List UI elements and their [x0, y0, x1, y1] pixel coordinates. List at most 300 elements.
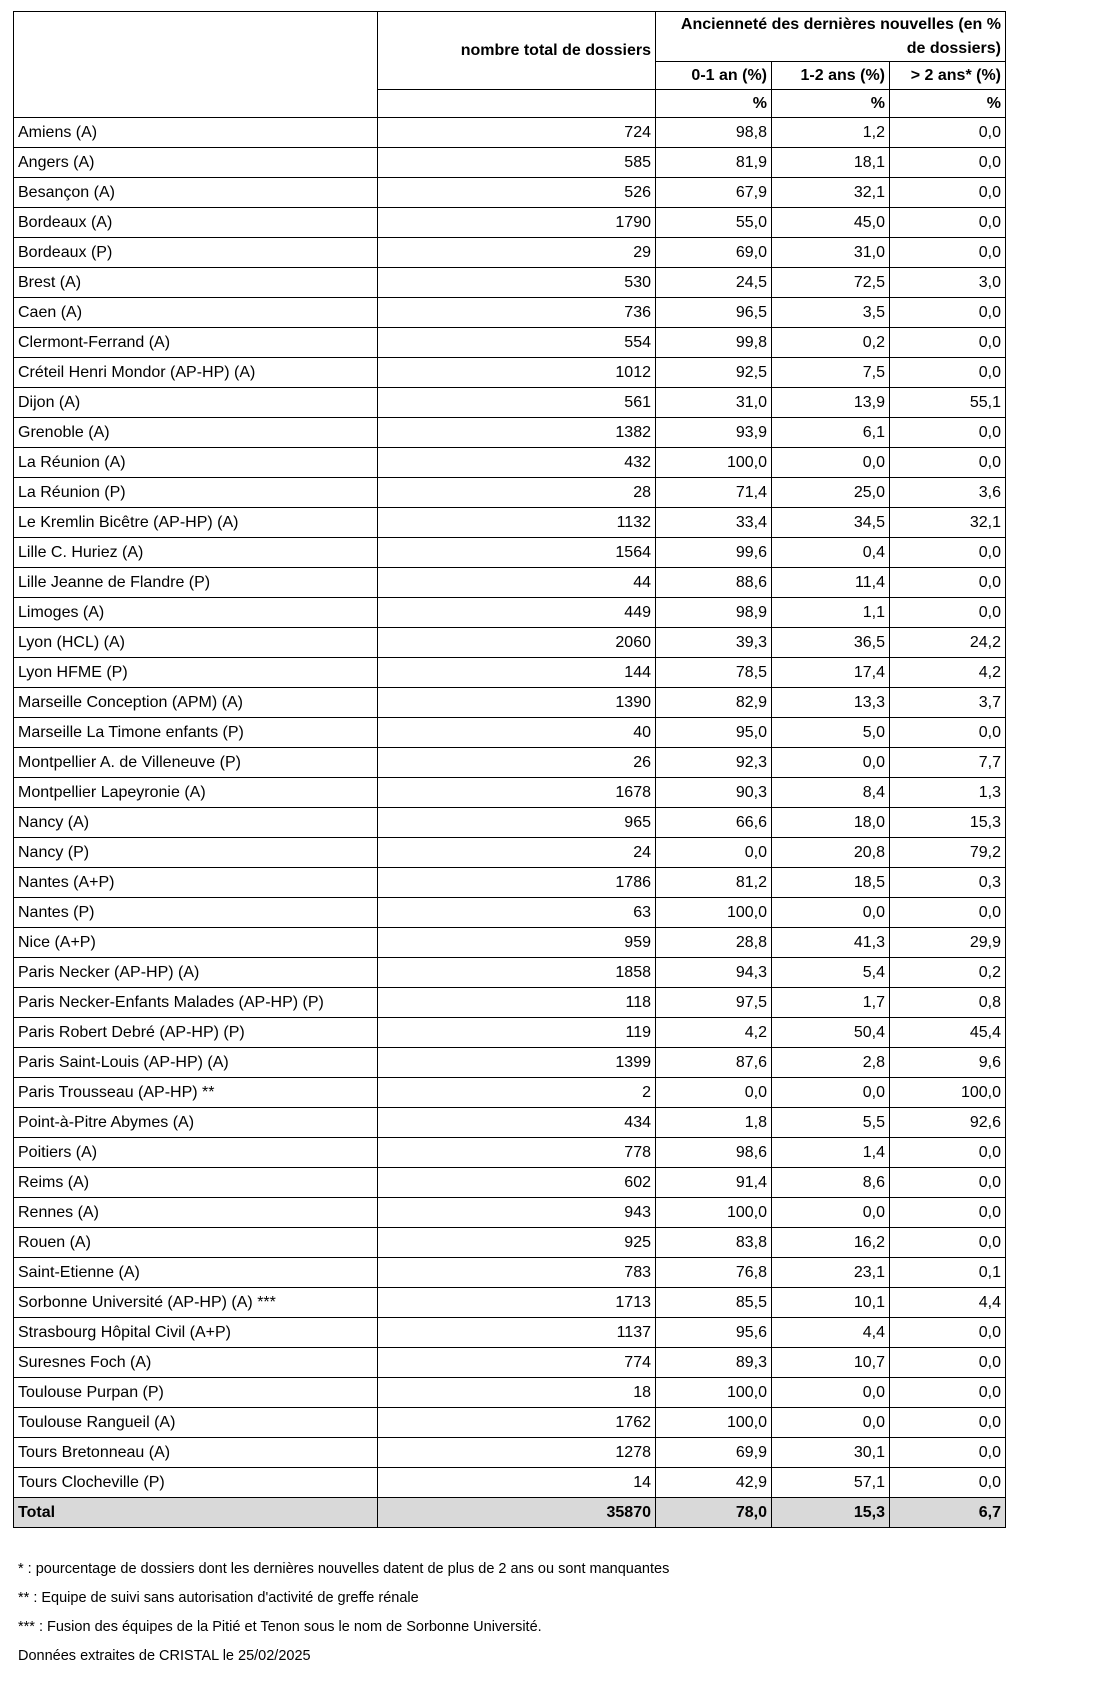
center-name: Toulouse Rangueil (A) — [14, 1408, 378, 1438]
pct-gt2: 0,0 — [890, 1438, 1006, 1468]
total-dossiers: 1399 — [378, 1048, 656, 1078]
pct-gt2: 29,9 — [890, 928, 1006, 958]
pct-1-2: 1,1 — [772, 598, 890, 628]
total-dossiers: 724 — [378, 118, 656, 148]
data-source-note: Données extraites de CRISTAL le 25/02/2025 — [18, 1648, 311, 1664]
center-name: Nancy (A) — [14, 808, 378, 838]
center-name: Nancy (P) — [14, 838, 378, 868]
pct-1-2: 1,4 — [772, 1138, 890, 1168]
table-body — [14, 118, 1006, 1498]
pct-0-1: 99,8 — [656, 328, 772, 358]
center-name: Clermont-Ferrand (A) — [14, 328, 378, 358]
pct-0-1: 39,3 — [656, 628, 772, 658]
pct-1-2: 32,1 — [772, 178, 890, 208]
header-anciennete: Ancienneté des dernières nouvelles (en % de dossiers) — [656, 12, 1006, 62]
center-name: Sorbonne Université (AP-HP) (A) *** — [14, 1288, 378, 1318]
pct-0-1: 24,5 — [656, 268, 772, 298]
pct-0-1: 28,8 — [656, 928, 772, 958]
table-row — [14, 508, 1006, 538]
pct-0-1: 100,0 — [656, 1378, 772, 1408]
table-row — [14, 1048, 1006, 1078]
center-name: Le Kremlin Bicêtre (AP-HP) (A) — [14, 508, 378, 538]
total-dossiers: 1132 — [378, 508, 656, 538]
pct-gt2: 92,6 — [890, 1108, 1006, 1138]
pct-1-2: 25,0 — [772, 478, 890, 508]
pct-gt2: 0,0 — [890, 718, 1006, 748]
pct-gt2: 0,0 — [890, 568, 1006, 598]
pct-gt2: 0,0 — [890, 1408, 1006, 1438]
pct-gt2: 1,3 — [890, 778, 1006, 808]
table-row — [14, 1258, 1006, 1288]
center-name: Marseille La Timone enfants (P) — [14, 718, 378, 748]
table-row — [14, 628, 1006, 658]
pct-gt2: 0,0 — [890, 898, 1006, 928]
center-name: Nantes (P) — [14, 898, 378, 928]
pct-0-1: 69,9 — [656, 1438, 772, 1468]
pct-0-1: 98,9 — [656, 598, 772, 628]
pct-0-1: 71,4 — [656, 478, 772, 508]
pct-gt2: 79,2 — [890, 838, 1006, 868]
pct-1-2: 1,2 — [772, 118, 890, 148]
table-row — [14, 1078, 1006, 1108]
table-row — [14, 958, 1006, 988]
total-dossiers: 63 — [378, 898, 656, 928]
center-name: Marseille Conception (APM) (A) — [14, 688, 378, 718]
total-p2-value: 6,7 — [890, 1498, 1006, 1528]
pct-1-2: 3,5 — [772, 298, 890, 328]
center-name: Brest (A) — [14, 268, 378, 298]
center-name: Lille Jeanne de Flandre (P) — [14, 568, 378, 598]
pct-1-2: 13,9 — [772, 388, 890, 418]
table-row — [14, 658, 1006, 688]
pct-gt2: 4,4 — [890, 1288, 1006, 1318]
pct-gt2: 0,0 — [890, 1138, 1006, 1168]
pct-1-2: 0,0 — [772, 448, 890, 478]
center-name: Toulouse Purpan (P) — [14, 1378, 378, 1408]
pct-1-2: 13,3 — [772, 688, 890, 718]
center-name: Tours Bretonneau (A) — [14, 1438, 378, 1468]
pct-1-2: 34,5 — [772, 508, 890, 538]
pct-gt2: 7,7 — [890, 748, 1006, 778]
pct-0-1: 89,3 — [656, 1348, 772, 1378]
center-name: Paris Robert Debré (AP-HP) (P) — [14, 1018, 378, 1048]
pct-0-1: 95,0 — [656, 718, 772, 748]
table-row — [14, 778, 1006, 808]
total-dossiers: 1858 — [378, 958, 656, 988]
pct-0-1: 94,3 — [656, 958, 772, 988]
center-name: Besançon (A) — [14, 178, 378, 208]
pct-gt2: 100,0 — [890, 1078, 1006, 1108]
center-name: Rouen (A) — [14, 1228, 378, 1258]
pct-gt2: 0,2 — [890, 958, 1006, 988]
center-name: Paris Saint-Louis (AP-HP) (A) — [14, 1048, 378, 1078]
pct-1-2: 41,3 — [772, 928, 890, 958]
center-name: Montpellier Lapeyronie (A) — [14, 778, 378, 808]
header-unit-total — [378, 90, 656, 118]
total-dossiers: 1713 — [378, 1288, 656, 1318]
pct-gt2: 45,4 — [890, 1018, 1006, 1048]
pct-0-1: 90,3 — [656, 778, 772, 808]
total-dossiers: 778 — [378, 1138, 656, 1168]
pct-gt2: 0,0 — [890, 1198, 1006, 1228]
total-dossiers: 14 — [378, 1468, 656, 1498]
total-dossiers: 1012 — [378, 358, 656, 388]
pct-gt2: 55,1 — [890, 388, 1006, 418]
table-row — [14, 238, 1006, 268]
total-p01-value: 78,0 — [656, 1498, 772, 1528]
pct-gt2: 0,0 — [890, 238, 1006, 268]
total-dossiers: 602 — [378, 1168, 656, 1198]
table-row — [14, 1018, 1006, 1048]
center-name: Paris Trousseau (AP-HP) ** — [14, 1078, 378, 1108]
pct-1-2: 18,5 — [772, 868, 890, 898]
table-row — [14, 1198, 1006, 1228]
pct-1-2: 5,5 — [772, 1108, 890, 1138]
total-dossiers: 434 — [378, 1108, 656, 1138]
pct-0-1: 42,9 — [656, 1468, 772, 1498]
pct-1-2: 0,0 — [772, 1198, 890, 1228]
pct-gt2: 24,2 — [890, 628, 1006, 658]
pct-gt2: 15,3 — [890, 808, 1006, 838]
table-row — [14, 358, 1006, 388]
pct-gt2: 0,0 — [890, 1228, 1006, 1258]
header-unit-gt2: % — [890, 90, 1006, 118]
table-row — [14, 748, 1006, 778]
pct-gt2: 0,0 — [890, 358, 1006, 388]
total-dossiers: 554 — [378, 328, 656, 358]
table-row — [14, 328, 1006, 358]
header-col-0-1: 0-1 an (%) — [656, 62, 772, 90]
pct-1-2: 1,7 — [772, 988, 890, 1018]
pct-0-1: 100,0 — [656, 1408, 772, 1438]
center-name: Montpellier A. de Villeneuve (P) — [14, 748, 378, 778]
pct-gt2: 0,8 — [890, 988, 1006, 1018]
center-name: Paris Necker (AP-HP) (A) — [14, 958, 378, 988]
table-row — [14, 1408, 1006, 1438]
center-name: Lyon (HCL) (A) — [14, 628, 378, 658]
table-row — [14, 898, 1006, 928]
pct-0-1: 0,0 — [656, 838, 772, 868]
table-row — [14, 148, 1006, 178]
header-unit-0-1: % — [656, 90, 772, 118]
center-name: Nice (A+P) — [14, 928, 378, 958]
table-row — [14, 1138, 1006, 1168]
header-col-1-2: 1-2 ans (%) — [772, 62, 890, 90]
table-row — [14, 178, 1006, 208]
table-row — [14, 538, 1006, 568]
footnote-3: *** : Fusion des équipes de la Pitié et Tenon sous le nom de Sorbonne Université. — [18, 1619, 542, 1635]
header-name-cell — [14, 12, 378, 118]
pct-1-2: 0,2 — [772, 328, 890, 358]
table-row — [14, 1228, 1006, 1258]
pct-0-1: 81,9 — [656, 148, 772, 178]
pct-gt2: 0,0 — [890, 1378, 1006, 1408]
total-dossiers: 585 — [378, 148, 656, 178]
total-dossiers: 1137 — [378, 1318, 656, 1348]
total-dossiers: 965 — [378, 808, 656, 838]
pct-0-1: 67,9 — [656, 178, 772, 208]
table-row — [14, 688, 1006, 718]
table-row — [14, 1438, 1006, 1468]
total-dossiers: 561 — [378, 388, 656, 418]
header-unit-1-2: % — [772, 90, 890, 118]
center-name: La Réunion (A) — [14, 448, 378, 478]
pct-1-2: 17,4 — [772, 658, 890, 688]
table-row — [14, 1348, 1006, 1378]
total-p12-value: 15,3 — [772, 1498, 890, 1528]
pct-gt2: 4,2 — [890, 658, 1006, 688]
pct-gt2: 0,0 — [890, 1468, 1006, 1498]
pct-1-2: 2,8 — [772, 1048, 890, 1078]
pct-0-1: 83,8 — [656, 1228, 772, 1258]
pct-gt2: 0,0 — [890, 598, 1006, 628]
total-dossiers: 1564 — [378, 538, 656, 568]
pct-0-1: 99,6 — [656, 538, 772, 568]
center-name: Nantes (A+P) — [14, 868, 378, 898]
pct-0-1: 97,5 — [656, 988, 772, 1018]
table-row — [14, 208, 1006, 238]
total-row — [14, 1498, 1006, 1528]
pct-1-2: 23,1 — [772, 1258, 890, 1288]
pct-1-2: 50,4 — [772, 1018, 890, 1048]
pct-1-2: 8,6 — [772, 1168, 890, 1198]
total-dossiers: 29 — [378, 238, 656, 268]
center-name: Créteil Henri Mondor (AP-HP) (A) — [14, 358, 378, 388]
pct-0-1: 92,5 — [656, 358, 772, 388]
center-name: Suresnes Foch (A) — [14, 1348, 378, 1378]
pct-0-1: 100,0 — [656, 448, 772, 478]
center-name: Angers (A) — [14, 148, 378, 178]
pct-0-1: 92,3 — [656, 748, 772, 778]
pct-1-2: 4,4 — [772, 1318, 890, 1348]
table-row — [14, 418, 1006, 448]
data-table — [13, 11, 1006, 1528]
center-name: Bordeaux (P) — [14, 238, 378, 268]
total-dossiers: 1762 — [378, 1408, 656, 1438]
total-dossiers: 526 — [378, 178, 656, 208]
footnotes — [18, 1555, 669, 1671]
pct-1-2: 6,1 — [772, 418, 890, 448]
pct-0-1: 76,8 — [656, 1258, 772, 1288]
center-name: Poitiers (A) — [14, 1138, 378, 1168]
table-row — [14, 1288, 1006, 1318]
pct-1-2: 36,5 — [772, 628, 890, 658]
total-dossiers: 2 — [378, 1078, 656, 1108]
pct-gt2: 0,0 — [890, 118, 1006, 148]
total-dossiers: 736 — [378, 298, 656, 328]
table-row — [14, 478, 1006, 508]
pct-1-2: 20,8 — [772, 838, 890, 868]
total-dossiers: 959 — [378, 928, 656, 958]
center-name: Paris Necker-Enfants Malades (AP-HP) (P) — [14, 988, 378, 1018]
total-dossiers: 44 — [378, 568, 656, 598]
total-dossiers: 1790 — [378, 208, 656, 238]
table-row — [14, 598, 1006, 628]
pct-1-2: 0,0 — [772, 1408, 890, 1438]
table-row — [14, 868, 1006, 898]
table-row — [14, 928, 1006, 958]
total-dossiers: 1278 — [378, 1438, 656, 1468]
total-dossiers: 925 — [378, 1228, 656, 1258]
center-name: Bordeaux (A) — [14, 208, 378, 238]
total-dossiers: 1786 — [378, 868, 656, 898]
total-dossiers: 449 — [378, 598, 656, 628]
center-name: Amiens (A) — [14, 118, 378, 148]
pct-1-2: 0,0 — [772, 748, 890, 778]
pct-gt2: 0,0 — [890, 328, 1006, 358]
pct-gt2: 32,1 — [890, 508, 1006, 538]
center-name: Reims (A) — [14, 1168, 378, 1198]
center-name: Caen (A) — [14, 298, 378, 328]
pct-gt2: 0,0 — [890, 448, 1006, 478]
table-row — [14, 838, 1006, 868]
total-dossiers: 24 — [378, 838, 656, 868]
pct-1-2: 8,4 — [772, 778, 890, 808]
center-name: Lille C. Huriez (A) — [14, 538, 378, 568]
pct-0-1: 91,4 — [656, 1168, 772, 1198]
pct-0-1: 78,5 — [656, 658, 772, 688]
pct-1-2: 10,7 — [772, 1348, 890, 1378]
pct-gt2: 0,0 — [890, 208, 1006, 238]
pct-1-2: 7,5 — [772, 358, 890, 388]
pct-gt2: 0,0 — [890, 538, 1006, 568]
total-dossiers: 2060 — [378, 628, 656, 658]
total-dossiers: 18 — [378, 1378, 656, 1408]
pct-1-2: 72,5 — [772, 268, 890, 298]
table-row — [14, 1168, 1006, 1198]
table-row — [14, 298, 1006, 328]
pct-0-1: 100,0 — [656, 898, 772, 928]
total-dossiers: 432 — [378, 448, 656, 478]
pct-0-1: 88,6 — [656, 568, 772, 598]
pct-0-1: 98,6 — [656, 1138, 772, 1168]
total-dossiers: 1382 — [378, 418, 656, 448]
total-dossiers: 943 — [378, 1198, 656, 1228]
total-dossiers: 40 — [378, 718, 656, 748]
pct-1-2: 31,0 — [772, 238, 890, 268]
total-dossiers: 119 — [378, 1018, 656, 1048]
footnote-2: ** : Equipe de suivi sans autorisation d'activité de greffe rénale — [18, 1590, 419, 1606]
center-name: La Réunion (P) — [14, 478, 378, 508]
pct-0-1: 87,6 — [656, 1048, 772, 1078]
pct-0-1: 82,9 — [656, 688, 772, 718]
pct-0-1: 33,4 — [656, 508, 772, 538]
pct-gt2: 0,0 — [890, 1318, 1006, 1348]
header-col-gt2: > 2 ans* (%) — [890, 62, 1006, 90]
pct-gt2: 0,1 — [890, 1258, 1006, 1288]
total-dossiers: 118 — [378, 988, 656, 1018]
center-name: Rennes (A) — [14, 1198, 378, 1228]
pct-1-2: 18,0 — [772, 808, 890, 838]
pct-0-1: 96,5 — [656, 298, 772, 328]
pct-gt2: 0,0 — [890, 178, 1006, 208]
table-row — [14, 1468, 1006, 1498]
center-name: Strasbourg Hôpital Civil (A+P) — [14, 1318, 378, 1348]
total-dossiers: 783 — [378, 1258, 656, 1288]
total-dossiers: 26 — [378, 748, 656, 778]
table-header — [14, 12, 1006, 118]
total-dossiers: 530 — [378, 268, 656, 298]
total-dossiers-value: 35870 — [378, 1498, 656, 1528]
total-dossiers: 1390 — [378, 688, 656, 718]
pct-gt2: 0,0 — [890, 1168, 1006, 1198]
pct-1-2: 18,1 — [772, 148, 890, 178]
pct-gt2: 0,0 — [890, 418, 1006, 448]
pct-0-1: 85,5 — [656, 1288, 772, 1318]
table-row — [14, 268, 1006, 298]
total-label: Total — [14, 1498, 378, 1528]
table-row — [14, 118, 1006, 148]
pct-gt2: 0,0 — [890, 148, 1006, 178]
total-dossiers: 1678 — [378, 778, 656, 808]
pct-0-1: 95,6 — [656, 1318, 772, 1348]
table-row — [14, 808, 1006, 838]
pct-0-1: 81,2 — [656, 868, 772, 898]
table-row — [14, 448, 1006, 478]
pct-0-1: 69,0 — [656, 238, 772, 268]
pct-gt2: 0,0 — [890, 298, 1006, 328]
pct-1-2: 0,4 — [772, 538, 890, 568]
pct-1-2: 0,0 — [772, 1378, 890, 1408]
total-dossiers: 774 — [378, 1348, 656, 1378]
center-name: Saint-Etienne (A) — [14, 1258, 378, 1288]
center-name: Point-à-Pitre Abymes (A) — [14, 1108, 378, 1138]
pct-0-1: 0,0 — [656, 1078, 772, 1108]
pct-0-1: 100,0 — [656, 1198, 772, 1228]
pct-gt2: 3,6 — [890, 478, 1006, 508]
pct-0-1: 31,0 — [656, 388, 772, 418]
pct-1-2: 16,2 — [772, 1228, 890, 1258]
header-total-dossiers: nombre total de dossiers — [378, 12, 656, 90]
pct-1-2: 5,0 — [772, 718, 890, 748]
table-row — [14, 1318, 1006, 1348]
total-dossiers: 144 — [378, 658, 656, 688]
table-row — [14, 988, 1006, 1018]
table-row — [14, 718, 1006, 748]
pct-1-2: 11,4 — [772, 568, 890, 598]
pct-1-2: 45,0 — [772, 208, 890, 238]
pct-0-1: 1,8 — [656, 1108, 772, 1138]
center-name: Lyon HFME (P) — [14, 658, 378, 688]
pct-1-2: 0,0 — [772, 898, 890, 928]
center-name: Limoges (A) — [14, 598, 378, 628]
table-row — [14, 388, 1006, 418]
pct-0-1: 55,0 — [656, 208, 772, 238]
pct-0-1: 66,6 — [656, 808, 772, 838]
pct-1-2: 10,1 — [772, 1288, 890, 1318]
pct-gt2: 9,6 — [890, 1048, 1006, 1078]
center-name: Tours Clocheville (P) — [14, 1468, 378, 1498]
pct-0-1: 98,8 — [656, 118, 772, 148]
pct-gt2: 3,7 — [890, 688, 1006, 718]
pct-0-1: 4,2 — [656, 1018, 772, 1048]
total-dossiers: 28 — [378, 478, 656, 508]
pct-1-2: 30,1 — [772, 1438, 890, 1468]
pct-gt2: 0,3 — [890, 868, 1006, 898]
pct-0-1: 93,9 — [656, 418, 772, 448]
table-row — [14, 1108, 1006, 1138]
table-row — [14, 568, 1006, 598]
footnote-1: * : pourcentage de dossiers dont les dernières nouvelles datent de plus de 2 ans ou sont manquantes — [18, 1561, 670, 1577]
pct-1-2: 0,0 — [772, 1078, 890, 1108]
pct-1-2: 57,1 — [772, 1468, 890, 1498]
pct-gt2: 0,0 — [890, 1348, 1006, 1378]
pct-gt2: 3,0 — [890, 268, 1006, 298]
center-name: Grenoble (A) — [14, 418, 378, 448]
center-name: Dijon (A) — [14, 388, 378, 418]
table-row — [14, 1378, 1006, 1408]
pct-1-2: 5,4 — [772, 958, 890, 988]
